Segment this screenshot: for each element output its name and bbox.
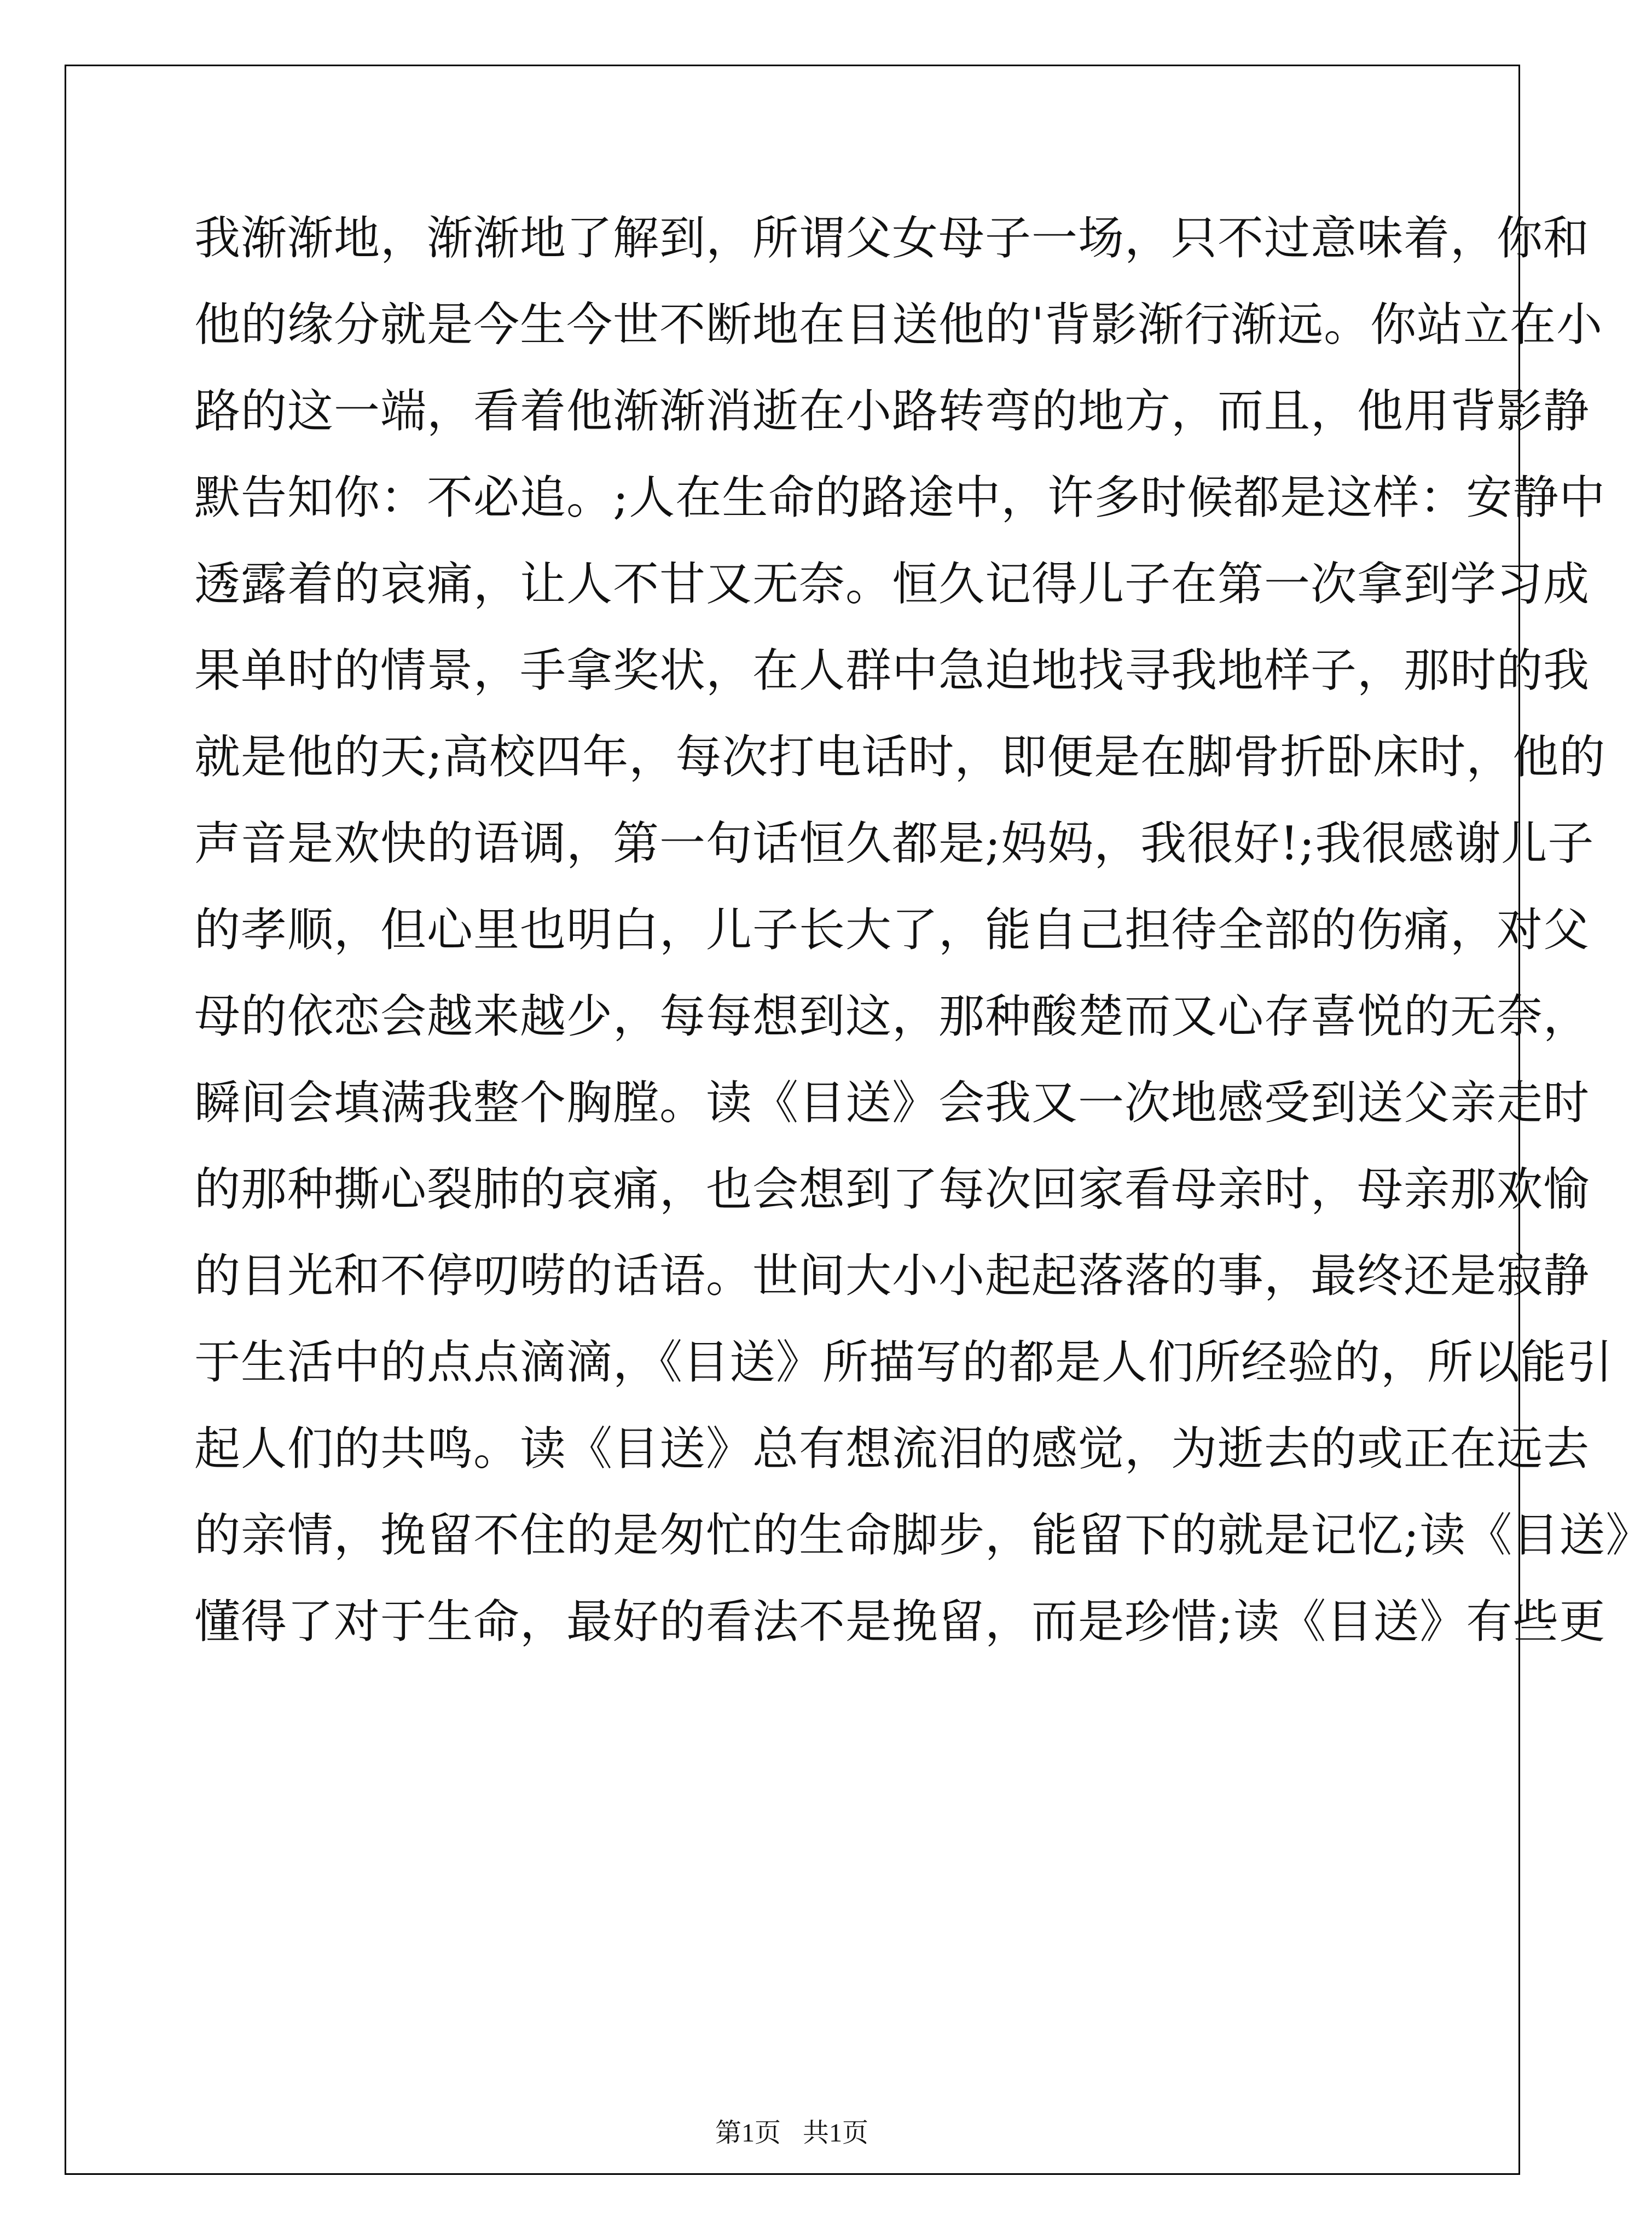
text-line: 母的依恋会越来越少，每每想到这，那种酸楚而又心存喜悦的无奈， [194,989,1590,1043]
text-line: 就是他的天;高校四年，每次打电话时，即便是在脚骨折卧床时，他的 [194,730,1606,784]
text-line: 他的缘分就是今生今世不断地在目送他的'背影渐行渐远。你站立在小 [194,298,1603,351]
text-line: 路的这一端，看着他渐渐消逝在小路转弯的地方，而且，他用背影静 [194,384,1590,438]
text-line: 声音是欢快的语调，第一句话恒久都是;妈妈，我很好!;我很感谢儿子 [194,817,1595,870]
text-line: 于生活中的点点滴滴，《目送》所描写的都是人们所经验的，所以能引 [194,1335,1614,1389]
page-footer [0,2111,1584,2149]
text-line: 透露着的哀痛，让人不甘又无奈。恒久记得儿子在第一次拿到学习成 [194,557,1590,611]
text-line: 的目光和不停叨唠的话语。世间大小小起起落落的事，最终还是寂静 [194,1249,1590,1303]
text-line: 瞬间会填满我整个胸膛。读《目送》会我又一次地感受到送父亲走时 [194,1076,1590,1130]
page-number-total: 共1页 [803,2119,869,2148]
text-line: 起人们的共鸣。读《目送》总有想流泪的感觉，为逝去的或正在远去 [194,1422,1590,1475]
body-text [194,208,1652,1678]
text-line: 的孝顺，但心里也明白，儿子长大了，能自己担待全部的伤痛，对父 [194,903,1590,957]
text-line: 的亲情，挽留不住的是匆忙的生命脚步，能留下的就是记忆;读《目送》 [194,1508,1652,1562]
text-line: 懂得了对于生命，最好的看法不是挽留，而是珍惜;读《目送》有些更 [194,1595,1606,1648]
text-line: 我渐渐地，渐渐地了解到，所谓父女母子一场，只不过意味着，你和 [194,211,1590,265]
text-line: 默告知你：不必追。;人在生命的路途中，许多时候都是这样：安静中 [194,471,1606,524]
text-line: 的那种撕心裂肺的哀痛，也会想到了每次回家看母亲时，母亲那欢愉 [194,1162,1590,1216]
text-line: 果单时的情景，手拿奖状，在人群中急迫地找寻我地样子，那时的我 [194,644,1590,697]
page-number-current: 第1页 [715,2119,781,2148]
